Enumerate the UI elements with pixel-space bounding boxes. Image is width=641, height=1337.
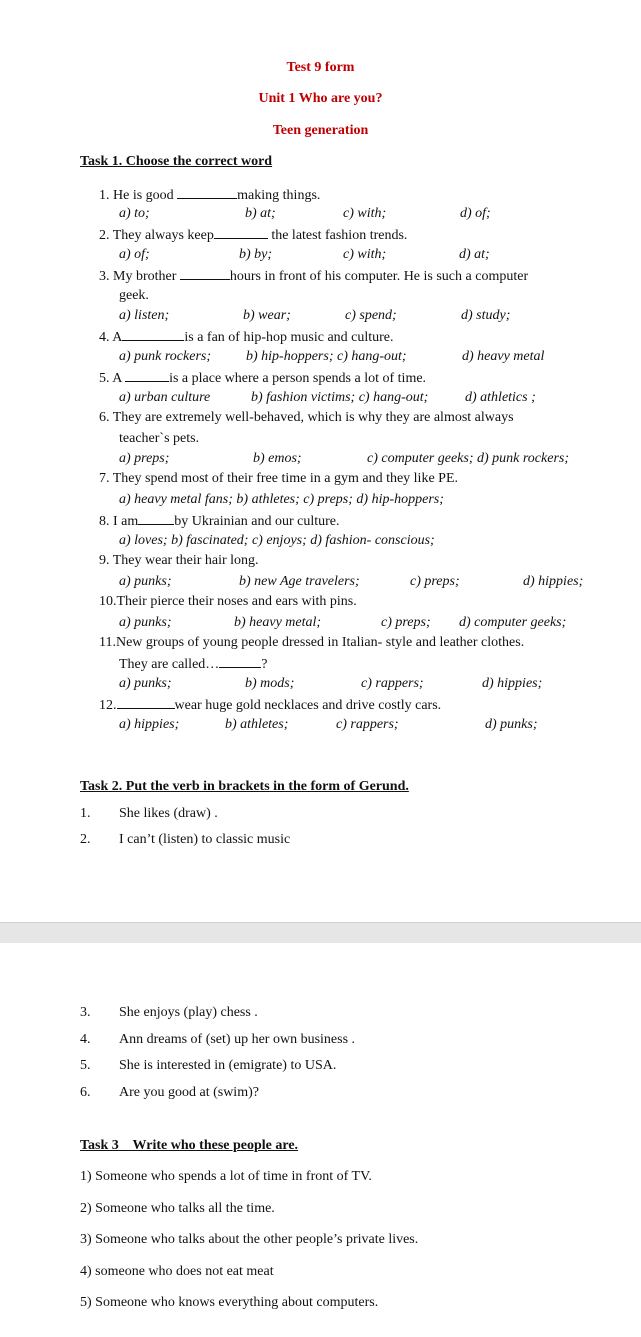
q5-answer-blank[interactable] (125, 369, 169, 382)
q6-text-continued: teacher`s pets. (119, 431, 200, 446)
header-test-title: Test 9 form (286, 60, 355, 75)
q6-option-c-d: c) computer geeks; d) punk rockers; (367, 451, 570, 466)
q11-text: New groups of young people dressed in Italian- style and leather clothes. (115, 635, 525, 650)
task1-q1 (99, 186, 320, 204)
task2-item-1-text: She likes (draw) . (119, 806, 218, 821)
q3-number: 3. (99, 269, 110, 284)
q11-text-continued (119, 655, 268, 673)
q8-options: a) loves; b) fascinated; c) enjoys; d) fashion- conscious; (119, 533, 435, 548)
task3-item-2: 2) Someone who talks all the time. (80, 1201, 275, 1216)
q12-text-post: wear huge gold necklaces and drive costly cars. (174, 698, 442, 713)
q5-text-pre: A (112, 371, 122, 386)
task1-q10 (99, 594, 357, 610)
task1-q7 (99, 471, 458, 487)
q3-option-c: c) spend; (345, 308, 397, 323)
q11-cont-post: ? (261, 657, 268, 672)
q2-option-c: c) with; (343, 247, 387, 262)
q3-text-pre: My brother (113, 269, 177, 284)
q11-option-a: a) punks; (119, 676, 172, 691)
task2-item-4-number: 4. (80, 1032, 91, 1047)
task1-q6 (99, 410, 514, 426)
q2-number: 2. (99, 228, 110, 243)
q6-option-b: b) emos; (253, 451, 302, 466)
task1-q8 (99, 512, 340, 530)
q1-option-a: a) to; (119, 206, 150, 221)
task1-q5 (99, 369, 426, 387)
task3-title: Task 3 Write who these people are. (80, 1138, 299, 1153)
task2-item-4-text: Ann dreams of (set) up her own business . (119, 1032, 356, 1047)
q12-option-c: c) rappers; (336, 717, 399, 732)
q5-option-b-c: b) fashion victims; c) hang-out; (251, 390, 429, 405)
task2-item-6-number: 6. (80, 1085, 91, 1100)
q10-text: Their pierce their noses and ears with pins. (116, 594, 357, 609)
q12-answer-blank[interactable] (117, 696, 175, 709)
q4-text-post: is a fan of hip-hop music and culture. (184, 330, 394, 345)
q3-text-post: hours in front of his computer. He is such a computer (229, 269, 529, 284)
q5-option-a: a) urban culture (119, 390, 211, 405)
q2-text-post: the latest fashion trends. (267, 228, 408, 243)
q9-number: 9. (99, 553, 110, 568)
q1-text-post: making things. (237, 188, 321, 203)
header-unit-title: Unit 1 Who are you? (258, 91, 383, 106)
q8-answer-blank[interactable] (138, 512, 174, 525)
q9-option-c: c) preps; (410, 574, 460, 589)
task1-q9 (99, 553, 259, 569)
q3-option-b: b) wear; (243, 308, 291, 323)
q9-option-a: a) punks; (119, 574, 172, 589)
q10-option-c: c) preps; (381, 615, 431, 630)
task2-item-2-text: I can’t (listen) to classic music (119, 832, 291, 847)
q2-text-pre: They always keep (112, 228, 214, 243)
q4-option-b-c: b) hip-hoppers; c) hang-out; (246, 349, 407, 364)
q5-number: 5. (99, 371, 110, 386)
q1-answer-blank[interactable] (177, 186, 237, 199)
q7-options: a) heavy metal fans; b) athletes; c) preps; d) hip-hoppers; (119, 492, 444, 507)
q12-number: 12. (99, 698, 117, 713)
q2-option-a: a) of; (119, 247, 150, 262)
q7-number: 7. (99, 471, 110, 486)
q4-option-a: a) punk rockers; (119, 349, 212, 364)
q1-option-d: d) of; (460, 206, 491, 221)
q1-number: 1. (99, 188, 110, 203)
task1-q3 (99, 267, 528, 285)
task2-title: Task 2. Put the verb in brackets in the form of Gerund. (80, 779, 409, 794)
q5-option-d: d) athletics ; (465, 390, 536, 405)
q6-number: 6. (99, 410, 110, 425)
q6-text: They are extremely well-behaved, which is why they are almost always (112, 410, 514, 425)
q1-option-c: c) with; (343, 206, 387, 221)
q3-option-d: d) study; (461, 308, 511, 323)
q10-option-d: d) computer geeks; (459, 615, 567, 630)
task2-item-5-text: She is interested in (emigrate) to USA. (119, 1058, 337, 1073)
task2-item-2-number: 2. (80, 832, 91, 847)
q9-option-d: d) hippies; (523, 574, 584, 589)
q8-text-pre: I am (113, 514, 139, 529)
task1-q12 (99, 696, 441, 714)
task2-item-5-number: 5. (80, 1058, 91, 1073)
q3-answer-blank[interactable] (180, 267, 230, 280)
q1-text-pre: He is good (113, 188, 174, 203)
q1-option-b: b) at; (245, 206, 276, 221)
q8-text-post: by Ukrainian and our culture. (174, 514, 340, 529)
q3-text-continued: geek. (119, 288, 149, 303)
task1-title: Task 1. Choose the correct word (80, 154, 273, 169)
q11-number: 11. (99, 635, 116, 650)
q12-option-d: d) punks; (485, 717, 538, 732)
q11-option-c: c) rappers; (361, 676, 424, 691)
q7-text: They spend most of their free time in a gym and they like PE. (112, 471, 458, 486)
task1-q4 (99, 328, 394, 346)
q4-answer-blank[interactable] (122, 328, 184, 341)
q2-option-d: d) at; (459, 247, 490, 262)
task3-item-3: 3) Someone who talks about the other people’s private lives. (80, 1232, 419, 1247)
header-topic-title: Teen generation (272, 123, 369, 138)
q9-option-b: b) new Age travelers; (239, 574, 360, 589)
q4-option-d: d) heavy metal (462, 349, 545, 364)
q8-number: 8. (99, 514, 110, 529)
q11-option-d: d) hippies; (482, 676, 543, 691)
q11-cont-pre: They are called… (119, 657, 220, 672)
q11-option-b: b) mods; (245, 676, 295, 691)
task2-item-6-text: Are you good at (swim)? (119, 1085, 259, 1100)
task1-q2 (99, 226, 407, 244)
task3-item-1: 1) Someone who spends a lot of time in front of TV. (80, 1169, 372, 1184)
q12-option-a: a) hippies; (119, 717, 180, 732)
q4-text-pre: A (112, 330, 123, 345)
q12-option-b: b) athletes; (225, 717, 289, 732)
q11-answer-blank[interactable] (219, 655, 261, 668)
q4-number: 4. (99, 330, 110, 345)
q6-option-a: a) preps; (119, 451, 170, 466)
task3-item-5: 5) Someone who knows everything about computers. (80, 1295, 379, 1310)
task2-item-3-text: She enjoys (play) chess . (119, 1005, 258, 1020)
task1-q11 (99, 635, 524, 651)
page-separator (0, 922, 641, 944)
q3-option-a: a) listen; (119, 308, 170, 323)
task2-item-3-number: 3. (80, 1005, 91, 1020)
q10-number: 10. (99, 594, 117, 609)
q2-option-b: b) by; (239, 247, 273, 262)
q5-text-post: is a place where a person spends a lot of time. (169, 371, 427, 386)
task2-item-1-number: 1. (80, 806, 91, 821)
q2-answer-blank[interactable] (214, 226, 268, 239)
worksheet-page-2 (0, 943, 641, 1337)
q10-option-a: a) punks; (119, 615, 172, 630)
task3-item-4: 4) someone who does not eat meat (80, 1264, 274, 1279)
q9-text: They wear their hair long. (112, 553, 259, 568)
q10-option-b: b) heavy metal; (234, 615, 322, 630)
